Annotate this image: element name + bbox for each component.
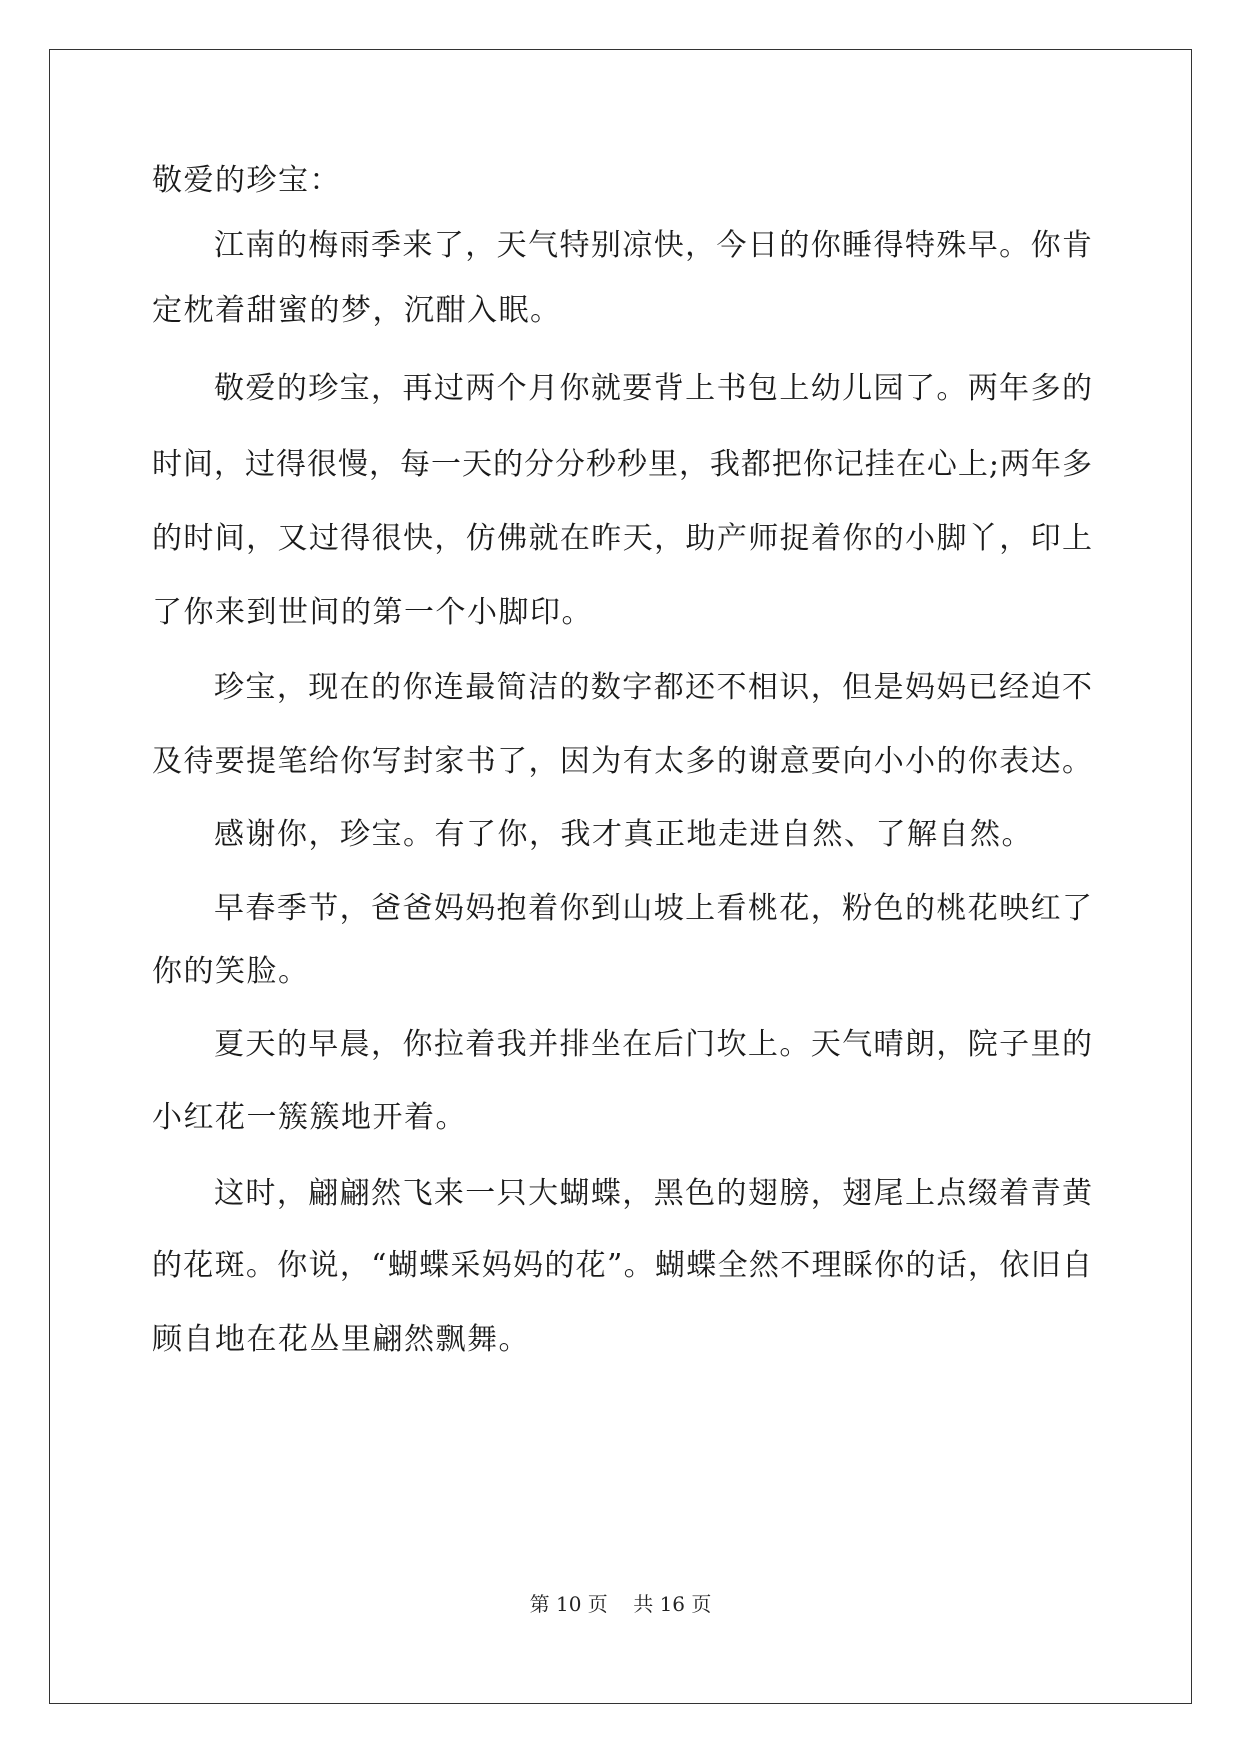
paragraph-line: 顾自地在花丛里翩然飘舞。: [152, 1322, 530, 1357]
paragraph-line: 时间，过得很慢，每一天的分分秒秒里，我都把你记挂在心上;两年多: [152, 447, 1092, 482]
paragraph-line: 江南的梅雨季来了，天气特别凉快，今日的你睡得特殊早。你肯: [214, 228, 1092, 263]
paragraph-line: 的时间，又过得很快，仿佛就在昨天，助产师捉着你的小脚丫，印上: [152, 521, 1092, 556]
paragraph-line: 早春季节，爸爸妈妈抱着你到山坡上看桃花，粉色的桃花映红了: [214, 891, 1092, 926]
paragraph-line: 敬爱的珍宝，再过两个月你就要背上书包上幼儿园了。两年多的: [214, 371, 1092, 406]
paragraph-line: 这时，翩翩然飞来一只大蝴蝶，黑色的翅膀，翅尾上点缀着青黄: [214, 1176, 1092, 1211]
paragraph-line: 夏天的早晨，你拉着我并排坐在后门坎上。天气晴朗，院子里的: [214, 1027, 1092, 1062]
paragraph-line: 珍宝，现在的你连最简洁的数字都还不相识，但是妈妈已经迫不: [214, 670, 1092, 705]
paragraph-line: 及待要提笔给你写封家书了，因为有太多的谢意要向小小的你表达。: [152, 744, 1092, 779]
paragraph-line: 的花斑。你说，“蝴蝶采妈妈的花”。蝴蝶全然不理睬你的话，依旧自: [152, 1248, 1092, 1283]
page-number: 第 10 页: [529, 1592, 608, 1616]
paragraph-line: 了你来到世间的第一个小脚印。: [152, 595, 593, 630]
page-total: 共 16 页: [633, 1592, 712, 1616]
paragraph-line: 感谢你，珍宝。有了你，我才真正地走进自然、了解自然。: [214, 817, 1033, 852]
salutation: 敬爱的珍宝：: [152, 163, 341, 198]
paragraph-line: 定枕着甜蜜的梦，沉酣入眠。: [152, 293, 562, 328]
page-footer: [0, 1590, 1241, 1618]
paragraph-line: 小红花一簇簇地开着。: [152, 1100, 467, 1135]
paragraph-line: 你的笑脸。: [152, 954, 310, 989]
